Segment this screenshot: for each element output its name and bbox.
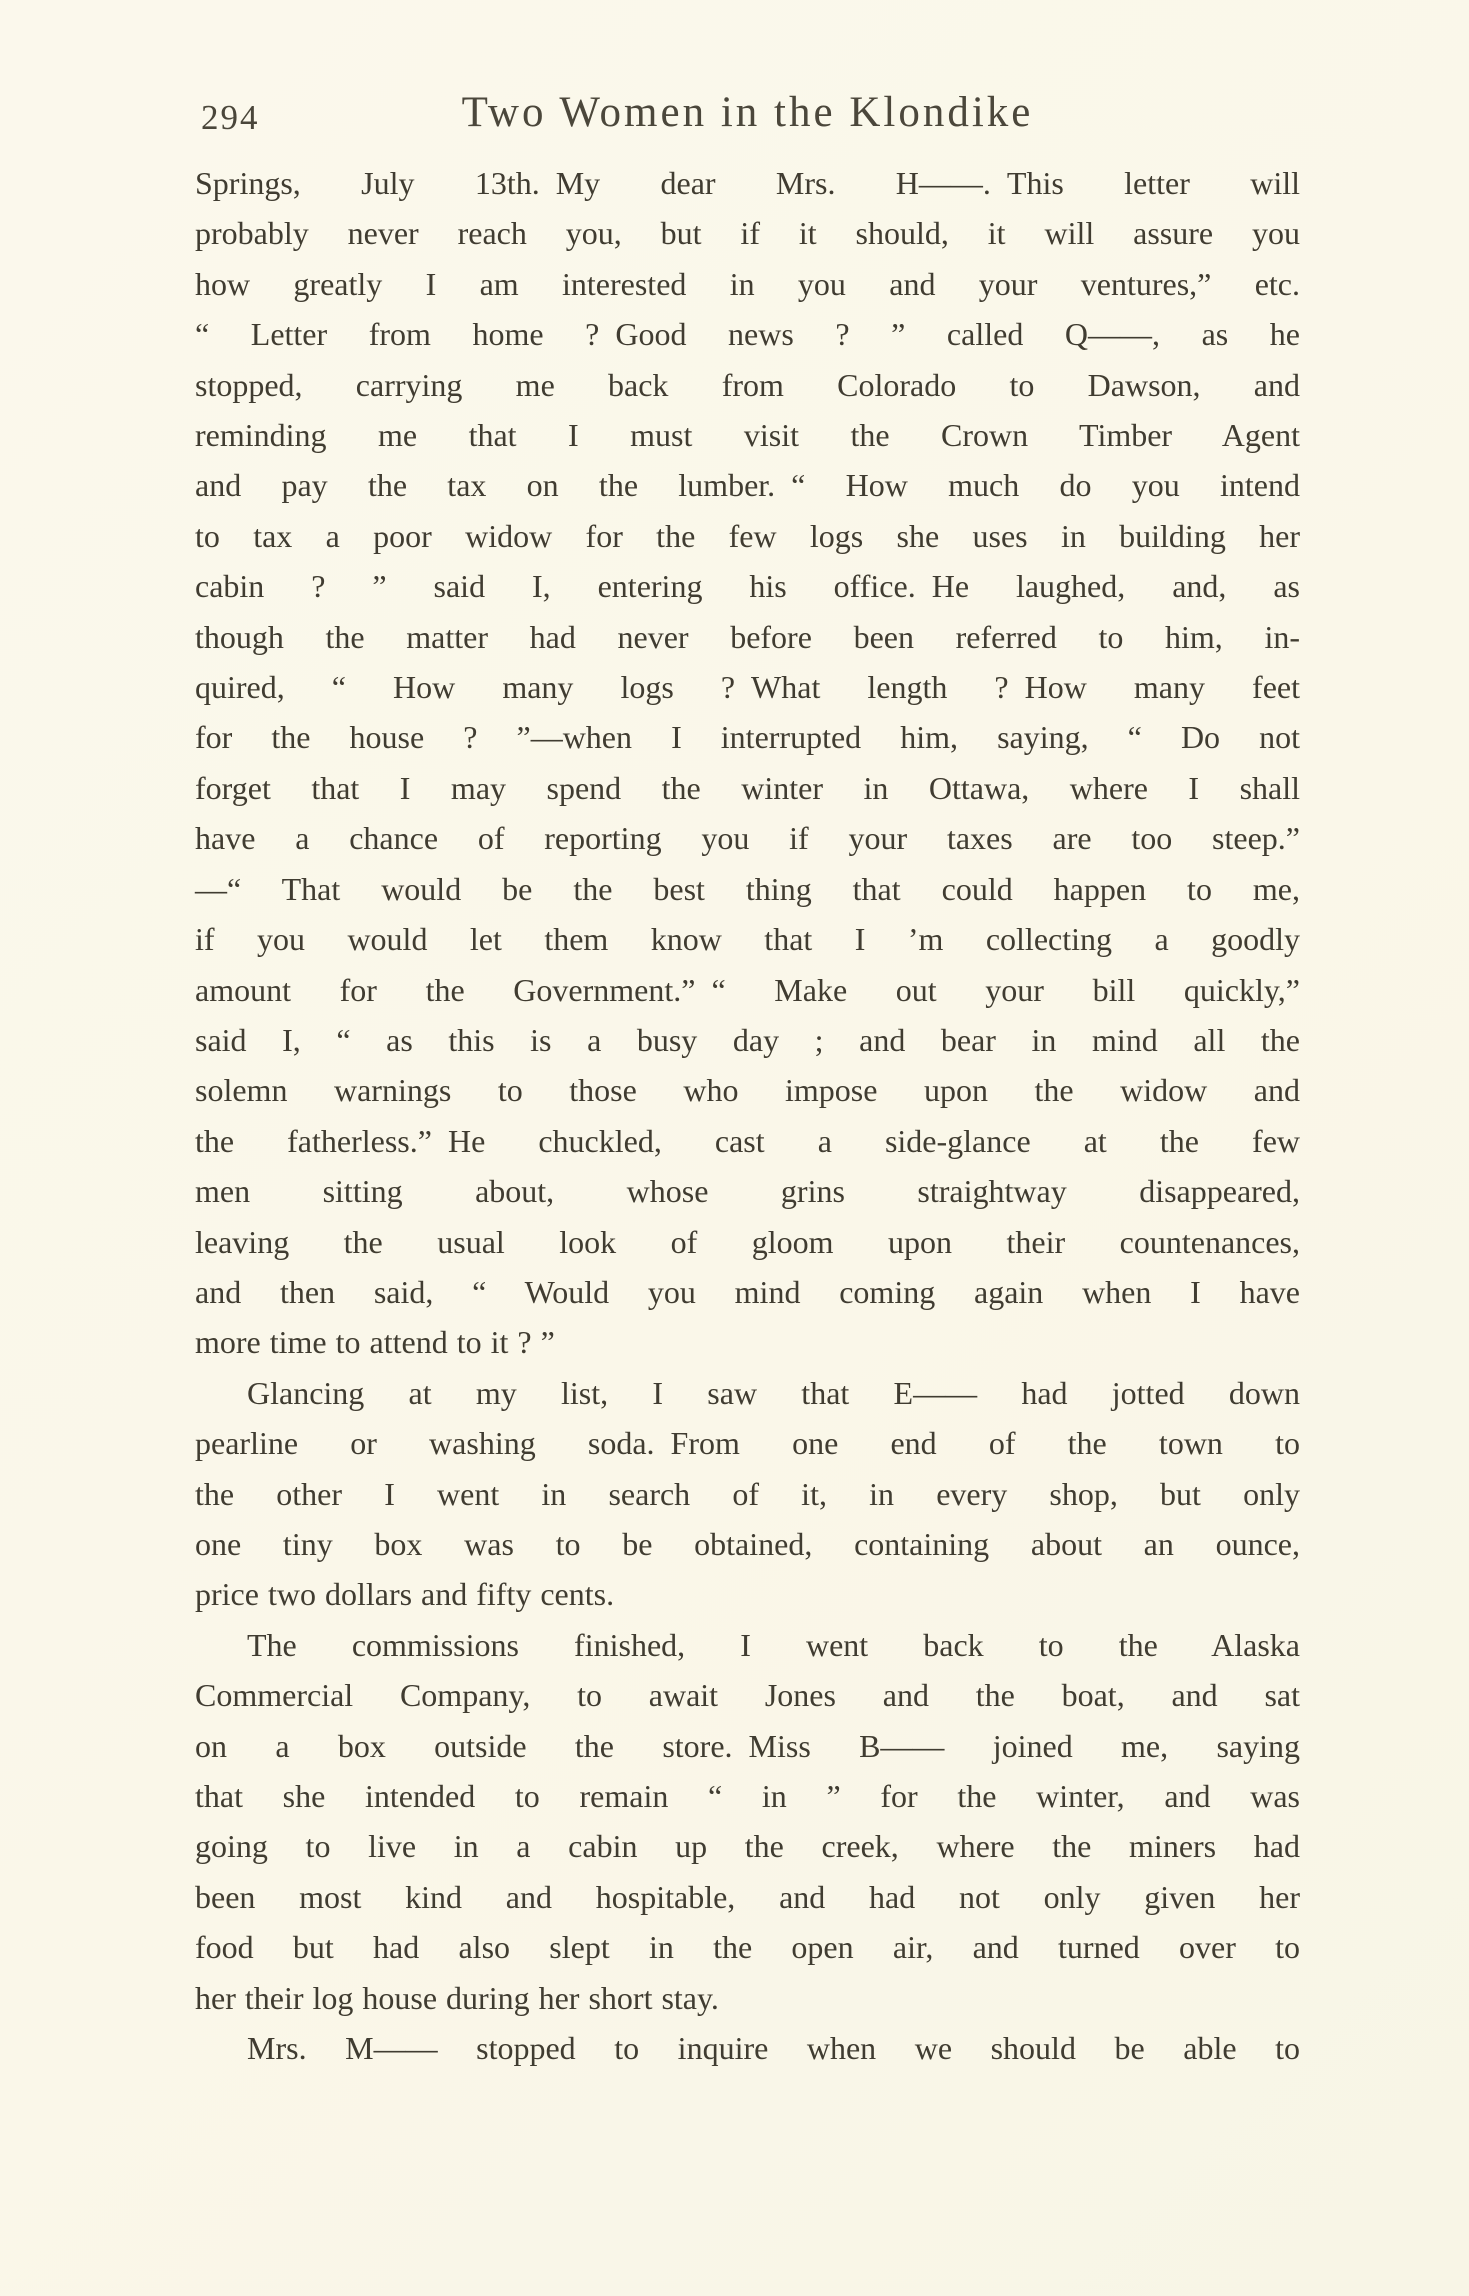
text-line: probably never reach you, but if it should, it will assure you: [195, 215, 1300, 252]
text-line: been most kind and hospitable, and had not only given her: [195, 1878, 1300, 1915]
text-line: —“ That would be the best thing that could happen to me,: [195, 870, 1300, 907]
running-title: Two Women in the Klondike: [461, 89, 1034, 136]
paragraph: [195, 2023, 1300, 2073]
text-line: her their log house during her short stay.: [195, 1979, 719, 2016]
text-line: the other I went in search of it, in every shop, but only: [195, 1475, 1300, 1512]
page-number: 294: [201, 98, 260, 137]
text-line: men sitting about, whose grins straightway disappeared,: [195, 1173, 1300, 1210]
paragraph: [195, 1620, 1300, 2023]
text-line: and pay the tax on the lumber. “ How much do you intend: [195, 467, 1300, 504]
text-line: though the matter had never before been referred to him, in-: [195, 618, 1300, 655]
text-line: “ Letter from home ? Good news ? ” called Q——, as he: [195, 316, 1300, 353]
text-line: one tiny box was to be obtained, containing about an ounce,: [195, 1525, 1300, 1562]
text-block: [195, 158, 1300, 2073]
text-line: going to live in a cabin up the creek, where the miners had: [195, 1828, 1300, 1865]
text-line: quired, “ How many logs ? What length ? How many feet: [195, 669, 1300, 706]
text-line: solemn warnings to those who impose upon the widow and: [195, 1072, 1300, 1109]
text-line: have a chance of reporting you if your taxes are too steep.”: [195, 820, 1300, 857]
text-line: for the house ? ”—when I interrupted him, saying, “ Do not: [195, 719, 1300, 756]
text-line: Glancing at my list, I saw that E—— had jotted down: [247, 1374, 1300, 1411]
text-line: said I, “ as this is a busy day ; and bear in mind all the: [195, 1021, 1300, 1058]
text-line: more time to attend to it ? ”: [195, 1324, 555, 1361]
text-line: and then said, “ Would you mind coming again when I have: [195, 1273, 1300, 1310]
text-line: cabin ? ” said I, entering his office. He laughed, and, as: [195, 568, 1300, 605]
text-line: stopped, carrying me back from Colorado to Dawson, and: [195, 366, 1300, 403]
text-line: if you would let them know that I ’m collecting a goodly: [195, 921, 1300, 958]
text-line: to tax a poor widow for the few logs she uses in building her: [195, 517, 1300, 554]
text-line: how greatly I am interested in you and your ventures,” etc.: [195, 265, 1300, 302]
text-line: food but had also slept in the open air, and turned over to: [195, 1929, 1300, 1966]
paragraph: [195, 158, 1300, 1368]
text-line: forget that I may spend the winter in Ottawa, where I shall: [195, 769, 1300, 806]
text-line: pearline or washing soda. From one end of the town to: [195, 1425, 1300, 1462]
text-line: leaving the usual look of gloom upon their countenances,: [195, 1223, 1300, 1260]
text-line: that she intended to remain “ in ” for the winter, and was: [195, 1778, 1300, 1814]
text-line: price two dollars and fifty cents.: [195, 1576, 615, 1613]
text-line: reminding me that I must visit the Crown Timber Agent: [195, 417, 1300, 454]
text-line: Commercial Company, to await Jones and the boat, and sat: [195, 1677, 1300, 1714]
text-line: Mrs. M—— stopped to inquire when we should be able to: [247, 2030, 1300, 2067]
text-line: Springs, July 13th. My dear Mrs. H——. This letter will: [195, 165, 1300, 201]
text-line: amount for the Government.” “ Make out your bill quickly,”: [195, 971, 1300, 1008]
paragraph: [195, 1368, 1300, 1620]
page-header: [195, 88, 1300, 144]
text-line: the fatherless.” He chuckled, cast a side-glance at the few: [195, 1122, 1300, 1159]
text-line: The commissions finished, I went back to the Alaska: [247, 1626, 1300, 1663]
text-line: on a box outside the store. Miss B—— joined me, saying: [195, 1727, 1300, 1764]
